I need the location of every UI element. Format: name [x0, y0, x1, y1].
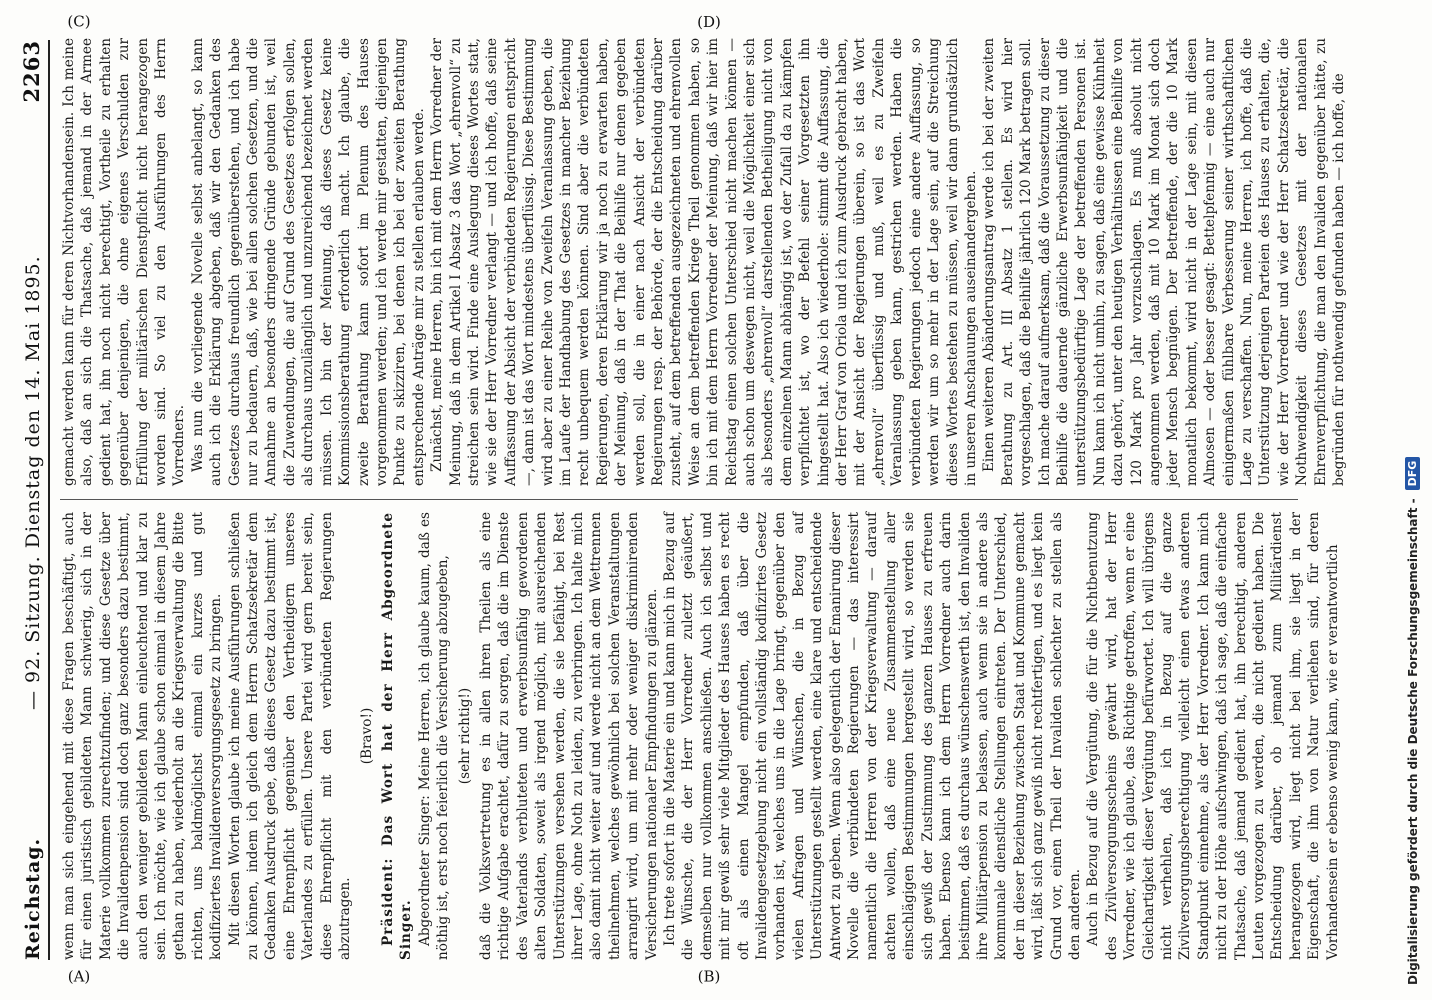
right-column: [60, 38, 1348, 486]
dfg-logo: DFG: [1405, 457, 1420, 491]
speaker-line: Präsident: Das Wort hat der Herr Abgeordnete Singer.: [379, 512, 415, 960]
paragraph: Einen weiteren Abänderungsantrag werde ich bei der zweiten Berathung zu Art. III Absatz 1 stellen. Es wird hier vorgeschlagen, daß die Beihilfe jährlich 120 Mark betragen soll. Ich mache darauf aufmerksam, daß die Voraussetzung zu dieser Beihilfe die dauernde gänzliche Erwerbsunfähigkeit und die unterstützungsbedürftige Lage der betreffenden Personen ist. Nun kann ich nicht umhin, zu sagen, daß eine gewisse Kühnheit dazu gehört, unter den heutigen Verhältnissen eine Beihilfe von 120 Mark pro Jahr vorzuschlagen. Es muß absolut nicht angenommen werden, daß mit 10 Mark im Monat sich doch jeder Mensch begnügen. Der Betreffende, der die 10 Mark monatlich bekommt, wird nicht in der Lage sein, mit diesen Almosen — oder besser gesagt: Bettelpfennig — eine auch nur einigermaßen fühlbare Verbesserung seiner wirthschaftlichen Lage zu verschaffen. Nun, meine Herren, ich hoffe, daß die Unterstützung derjenigen Parteien des Hauses zu erhalten, die, wie der Herr Vorredner und wie der Herr Schatzsekretär, die Nothwendigkeit dieses Gesetzes mit der nationalen Ehrenverpflichtung, die man den Invaliden gegenüber hätte, zu begründen für nothwendig gefunden haben — ich hoffe, die: [981, 38, 1348, 486]
margin-marker-b: (B): [697, 967, 721, 986]
paragraph: daß die Volksvertretung es in allen ihren Theilen als eine richtige Aufgabe erachtet, dafür zu sorgen, daß die im Dienste des Vaterlands verbluteten und erwerbsunfähig gewordenen alten Soldaten, soweit als irgend möglich, mit ausreichenden Unterstützungen versehen werden, die sie befähigt, bei Rest ihrer Lage, ohne Noth zu leiden, zu verbringen. Ich halte mich also damit nicht weiter auf und werde nicht an dem Wettrennen theilnehmen, welches gewöhnlich bei solchen Veranstaltungen arrangirt wird, um mit mehr oder weniger diskriminirenden Versicherungen nationaler Empfindungen zu glänzen.: [477, 512, 660, 960]
footer-text: Digitalisierung gefördert durch die Deutsche Forschungsgemeinschaft -: [1405, 498, 1420, 985]
paragraph: Auch in Bezug auf die Vergütung, die für die Nichtbenutzung des Zivilversorgungsscheins gewährt wird, hat der Herr Vorredner, wie ich glaube, das Richtige getroffen, wenn er eine Gleichartigkeit dieser Vergütung befürwortet. Ich will übrigens nicht verhehlen, daß ich in Bezug auf die ganze Zivilversorgungsberechtigung vielleicht einen etwas anderen Standpunkt einnehme, als der Herr Vorredner. Ich kann mich nicht zu der Höhe aufschwingen, daß ich sage, daß die einfache Thatsache, daß jemand gedient hat, ihn berechtigt, anderen Leuten vorgezogen zu werden, die nicht gedient haben. Die Entscheidung darüber, ob jemand zum Militärdienst herangezogen wird, liegt nicht bei ihm, sie liegt in der Eigenschaft, die ihm von Natur verliehen sind, für deren Vorhandensein er ebenso wenig kann, wie er verantwortlich: [1085, 512, 1341, 960]
margin-marker-a: (A): [67, 967, 91, 986]
header-session-date: — 92. Sitzung. Dienstag den 14. Mai 1895.: [22, 255, 44, 710]
paragraph: Mit diesen Worten glaube ich meine Ausführungen schließen zu können, indem ich gleich dem Herrn Schatzsekretär dem Gedanken Ausdruck gebe, daß dieses Gesetz dazu bestimmt ist, eine Ehrenpflicht gegenüber den Vertheidigern unseres Vaterlandes zu erfüllen. Unsere Partei wird gern bereit sein, diese Ehrenpflicht mit den verbündeten Regierungen abzutragen.: [226, 512, 354, 960]
interjection: (sehr richtig!): [456, 687, 473, 785]
running-header: [14, 40, 50, 960]
page-number: 2263: [19, 40, 44, 103]
paragraph: Was nun die vorliegende Novelle selbst anbelangt, so kann auch ich die Erklärung abgeben, daß wir den Gedanken des Gesetzes durchaus freundlich gegenüberstehen, und ich habe nur zu bedauern, daß, wie bei allen solchen Gesetzen, und die Annahme an besonders dringende Gründe gebunden ist, weil die Zuwendungen, die auf Grund des Gesetzes erfolgen sollen, als durchaus unzulänglich und unzureichend bezeichnet werden müssen. Ich bin der Meinung, daß dieses Gesetz keine Kommissionsberathung erforderlich macht. Ich glaube, die zweite Berathung kann sofort im Plenum des Hauses vorgenommen werden; und ich werde mir gestatten, diejenigen Punkte zu skizziren, bei denen ich bei der zweiten Berathung entsprechende Anträge mir zu stellen erlauben werde.: [189, 38, 427, 486]
paragraph: Ich trete sofort in die Materie ein und kann mich in Bezug auf die Wünsche, die der Herr Vorredner zuletzt geäußert, demselben nur vollkommen anschließen. Auch ich selbst und mit mir gewiß sehr viele Mitglieder des Hauses haben es recht oft als einen Mangel empfunden, daß über die Invalidengesetzgebung nicht ein vollständig kodifizirtes Gesetz vorhanden ist, welches uns in die Lage bringt, gegenüber den vielen Anfragen und Wünschen, die in Bezug auf Unterstützungen gestellt werden, eine klare und entscheidende Antwort zu geben. Wenn also gelegentlich der Emanirung dieser Novelle die verbündeten Regierungen — das interessirt namentlich die Herren von der Kriegsverwaltung — darauf achten wollen, daß eine neue Zusammenstellung aller einschlägigen Bestimmungen hergestellt wird, so werden sie sich gewiß der Zustimmung des ganzen Hauses zu erfreuen haben. Ebenso kann ich dem Herrn Vorredner auch darin beistimmen, daß es durchaus wünschenswerth ist, den Invaliden ihre Militärpension zu belassen, auch wenn sie in andere als kommunale dienstliche Stellungen eintreten. Der Unterschied, der in dieser Beziehung zwischen Staat und Kommune gemacht wird, läßt sich ganz gewiß nicht rechtfertigen, und es liegt kein Grund vor, einen Theil der Invaliden schlechter zu stellen als den anderen.: [662, 512, 1083, 960]
paragraph: Zunächst, meine Herren, bin ich mit dem Herrn Vorredner der Meinung, daß in dem Artikel I Absatz 3 das Wort „ehrenvoll“ zu streichen sein wird. Finde eine Auslegung dieses Wortes statt, wie sie der Herr Vorredner verlangt — und ich hoffe, daß seine Auffassung der Absicht der verbündeten Regierungen entspricht —, dann ist das Wort mindestens überflüssig. Diese Bestimmung wird aber zu einer Reihe von Zweifeln Veranlassung geben, die im Laufe der Handhabung des Gesetzes in mancher Beziehung recht unbequem werden können. Sind aber die verbündeten Regierungen, deren Erklärung wir ja noch zu erwarten haben, der Meinung, daß in der That die Beihilfe nur denen gegeben werden soll, die in einer nach Ansicht der verbündeten Regierungen resp. der Behörde, der die Entscheidung darüber zusteht, auf dem betreffenden ausgezeichneten und ehrenvollen Weise an dem betreffenden Kriege Theil genommen haben, so bin ich mit dem Herrn Vorredner der Meinung, daß wir hier im Reichstag einen solchen Unterschied nicht machen können — auch schon um deswegen nicht, weil die Möglichkeit einer sich als besonders „ehrenvoll“ darstellenden Betheiligung nicht von dem einzelnen Mann abhängig ist, wo der Zufall da zu kämpfen verpflichtet ist, wo der Befehl seiner Vorgesetzten ihn hingestellt hat. Also ich wiederhole: stimmt die Auffassung, die der Herr Graf von Oriola und ich zum Ausdruck gebracht haben, mit der Ansicht der Regierungen überein, so ist das Wort „ehrenvoll“ überflüssig und muß, weil es zu Zweifeln Veranlassung geben kann, gestrichen werden. Haben die verbündeten Regierungen jedoch eine andere Auffassung, so werden wir um so mehr in der Lage sein, auf die Streichung dieses Wortes bestehen zu müssen, weil wir dann grundsätzlich in unseren Anschauungen auseinandergehen.: [429, 38, 979, 486]
margin-marker-c: (C): [67, 12, 91, 31]
paragraph: gemacht werden kann für deren Nichtvorhandensein. Ich meine also, daß an sich die Thatsache, daß jemand in der Armee gedient hat, ihn noch nicht berechtigt, Vortheile zu erhalten gegenüber denjenigen, die ohne eigenes Verschulden zur Erfüllung der militärischen Dienstpflicht nicht herangezogen worden sind. So viel zu den Ausführungen des Herrn Vorredners.: [61, 38, 188, 486]
paragraph: wenn man sich eingehend mit diese Fragen beschäftigt, auch für einen juristisch gebildeten Mann schwierig, sich in der Materie vollkommen zurechtzufinden; und diese Gesetze über die Invalidenpension sind doch ganz besonders dazu bestimmt, auch den weniger gebildeten Mann einleuchtend und klar zu sein. Ich möchte, wie ich glaube schon einmal in diesem Jahre gethan zu haben, wiederholt an die Kriegsverwaltung die Bitte richten, uns baldmöglichst einmal ein kurzes und gut kodifiziertes Invalidenversorgungsgesetz zu bringen.: [61, 512, 225, 960]
paragraph: Abgeordneter Singer: Meine Herren, ich glaube kaum, daß es nöthig ist, erst noch feierlich die Versicherung abzugeben,: [416, 512, 452, 960]
digitization-footer: [1405, 25, 1420, 985]
column-divider: [60, 499, 1298, 500]
interjection: (Bravo!): [358, 707, 375, 765]
left-column: [60, 512, 1341, 960]
header-publication: Reichstag.: [22, 837, 44, 960]
margin-marker-d: (D): [697, 12, 721, 31]
